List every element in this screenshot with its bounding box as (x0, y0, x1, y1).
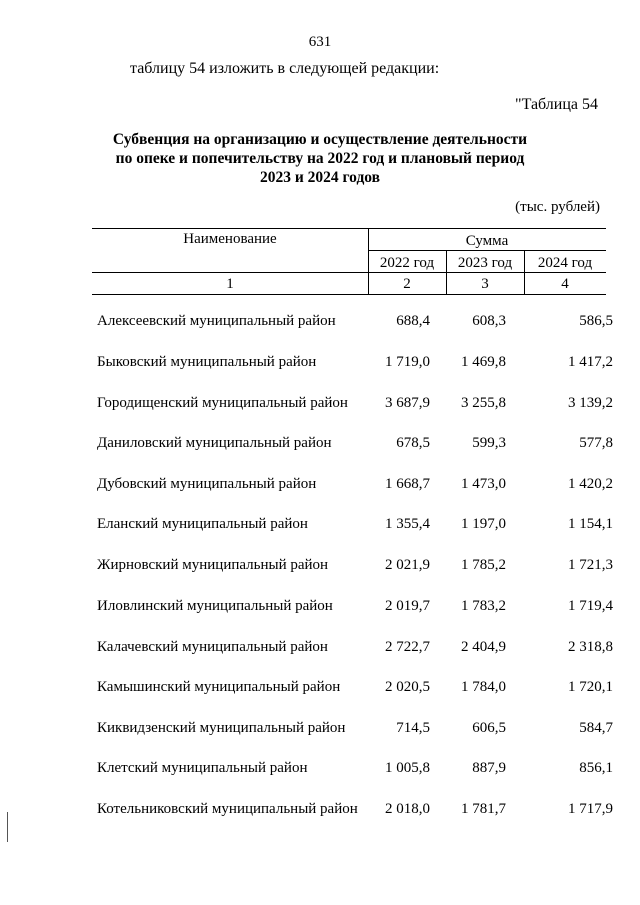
table-title (100, 130, 540, 187)
value-2022: 1 668,7 (385, 476, 430, 492)
row-name: Клетский муниципальный район (97, 760, 308, 776)
row-name: Быковский муниципальный район (97, 354, 317, 370)
value-2023: 887,9 (472, 760, 506, 776)
row-name: Киквидзенский муниципальный район (97, 720, 346, 736)
value-2024: 1 154,1 (568, 516, 613, 532)
column-number-4: 4 (561, 276, 569, 292)
value-2024: 1 717,9 (568, 801, 613, 817)
table-row (0, 516, 640, 536)
table-reference: "Таблица 54 (515, 96, 598, 113)
table-row (0, 639, 640, 659)
table-row (0, 354, 640, 374)
title-line-3: 2023 и 2024 годов (259, 169, 381, 186)
row-name: Котельниковский муниципальный район (97, 801, 358, 817)
value-2023: 1 469,8 (461, 354, 506, 370)
table-row (0, 801, 640, 821)
value-2022: 3 687,9 (385, 395, 430, 411)
table-row (0, 760, 640, 780)
header-year-2022: 2022 год (379, 255, 435, 271)
title-line-1: Субвенция на организацию и осуществление деятельности (112, 131, 528, 148)
scan-margin-mark (7, 812, 8, 842)
row-name: Камышинский муниципальный район (97, 679, 341, 695)
value-2022: 2 020,5 (385, 679, 430, 695)
intro-text: таблицу 54 изложить в следующей редакции: (130, 60, 440, 77)
value-2024: 1 420,2 (568, 476, 613, 492)
table-row (0, 598, 640, 618)
header-year-2024: 2024 год (537, 255, 593, 271)
row-name: Городищенский муниципальный район (97, 395, 348, 411)
value-2023: 2 404,9 (461, 639, 506, 655)
units-label: (тыс. рублей) (515, 199, 600, 215)
column-number-1: 1 (226, 276, 234, 292)
row-name: Иловлинский муниципальный район (97, 598, 333, 614)
value-2023: 608,3 (472, 313, 506, 329)
header-top-border (92, 228, 606, 229)
page-number: 631 (308, 34, 332, 50)
value-2024: 1 719,4 (568, 598, 613, 614)
row-name: Даниловский муниципальный район (97, 435, 332, 451)
header-year-2023: 2023 год (457, 255, 513, 271)
value-2024: 856,1 (579, 760, 613, 776)
header-years-border (92, 272, 606, 273)
value-2022: 688,4 (396, 313, 430, 329)
header-sum-border (368, 250, 606, 251)
row-name: Дубовский муниципальный район (97, 476, 317, 492)
table-row (0, 435, 640, 455)
value-2022: 2 722,7 (385, 639, 430, 655)
value-2022: 1 719,0 (385, 354, 430, 370)
column-number-2: 2 (403, 276, 411, 292)
table-row (0, 395, 640, 415)
value-2024: 586,5 (579, 313, 613, 329)
row-name: Калачевский муниципальный район (97, 639, 328, 655)
value-2022: 2 018,0 (385, 801, 430, 817)
table-row (0, 557, 640, 577)
header-name: Наименование (183, 231, 277, 247)
value-2024: 1 720,1 (568, 679, 613, 695)
value-2022: 2 019,7 (385, 598, 430, 614)
value-2024: 2 318,8 (568, 639, 613, 655)
column-number-3: 3 (481, 276, 489, 292)
row-name: Еланский муниципальный район (97, 516, 308, 532)
value-2022: 714,5 (396, 720, 430, 736)
value-2023: 1 197,0 (461, 516, 506, 532)
value-2023: 599,3 (472, 435, 506, 451)
value-2023: 1 473,0 (461, 476, 506, 492)
value-2024: 577,8 (579, 435, 613, 451)
header-sum: Сумма (465, 233, 509, 249)
value-2022: 1 005,8 (385, 760, 430, 776)
value-2023: 1 785,2 (461, 557, 506, 573)
value-2023: 606,5 (472, 720, 506, 736)
table-row (0, 476, 640, 496)
value-2022: 678,5 (396, 435, 430, 451)
value-2022: 1 355,4 (385, 516, 430, 532)
title-line-2: по опеке и попечительству на 2022 год и плановый период (115, 150, 525, 167)
value-2024: 584,7 (579, 720, 613, 736)
value-2023: 1 783,2 (461, 598, 506, 614)
value-2024: 1 721,3 (568, 557, 613, 573)
value-2024: 3 139,2 (568, 395, 613, 411)
row-name: Жирновский муниципальный район (97, 557, 329, 573)
table-row (0, 313, 640, 333)
row-name: Алексеевский муниципальный район (97, 313, 336, 329)
table-row (0, 679, 640, 699)
value-2023: 1 781,7 (461, 801, 506, 817)
header-bottom-border (92, 294, 606, 295)
value-2023: 1 784,0 (461, 679, 506, 695)
value-2024: 1 417,2 (568, 354, 613, 370)
table-row (0, 720, 640, 740)
value-2023: 3 255,8 (461, 395, 506, 411)
value-2022: 2 021,9 (385, 557, 430, 573)
